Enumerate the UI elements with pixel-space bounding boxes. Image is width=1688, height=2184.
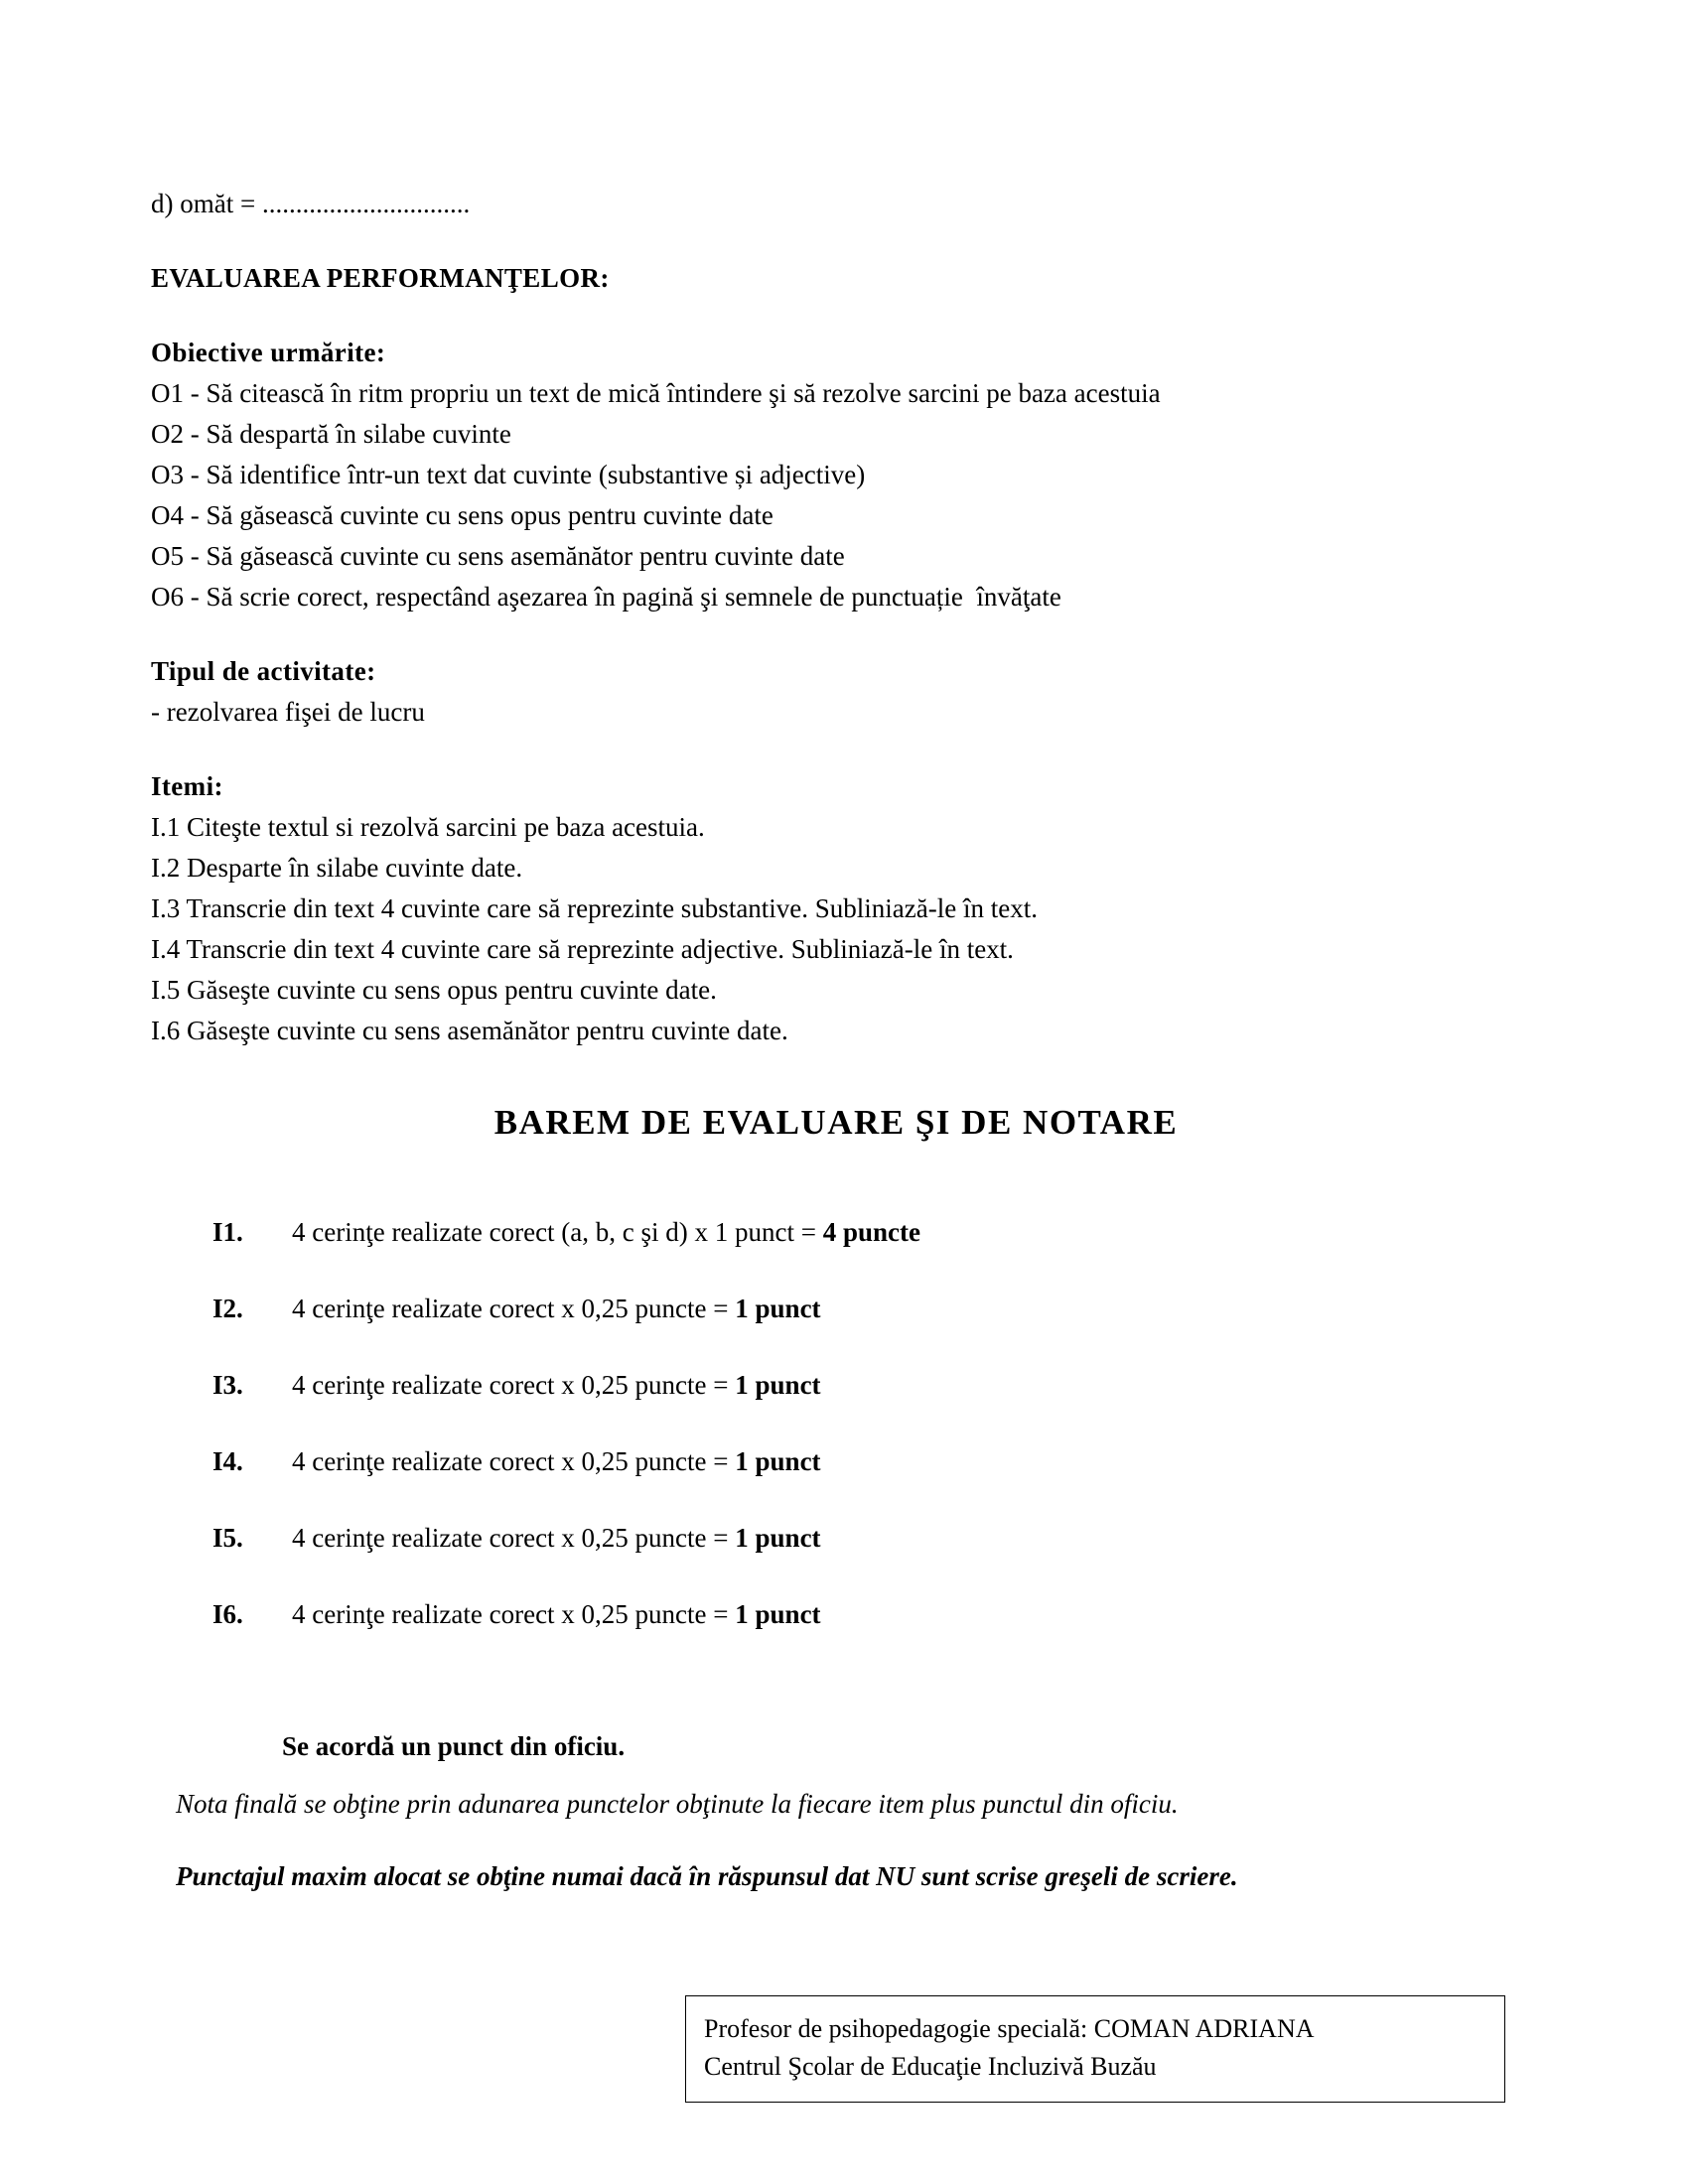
barem-row-description: 4 cerinţe realizate corect x 0,25 puncte = [292, 1294, 736, 1323]
barem-row [212, 1367, 1541, 1403]
barem-row [212, 1214, 1541, 1250]
item-line: I.1 Citeşte textul si rezolvă sarcini pe baza acestuia. [151, 812, 705, 842]
barem-row-text [292, 1291, 1541, 1326]
barem-row-label: I2. [212, 1294, 243, 1323]
barem-row [212, 1291, 1541, 1326]
barem-list [212, 1214, 1541, 1632]
barem-row-label: I3. [212, 1370, 243, 1400]
barem-row-label: I6. [212, 1599, 243, 1629]
barem-row-points: 1 punct [735, 1523, 821, 1553]
document-content [151, 184, 1541, 1892]
item-line: I.3 Transcrie din text 4 cuvinte care să reprezinte substantive. Subliniază-le în text. [151, 893, 1038, 923]
barem-row-text [292, 1520, 1541, 1556]
top-line: d) omăt = ............................... [151, 189, 471, 218]
objective-item: O2 - Să despartă în silabe cuvinte [151, 419, 511, 449]
items-heading: Itemi: [151, 771, 223, 801]
footer-signature-box [685, 1995, 1505, 2103]
objectives-heading: Obiective urmărite: [151, 338, 386, 367]
barem-row-points: 1 punct [735, 1446, 821, 1476]
barem-row-label: I1. [212, 1217, 243, 1247]
objective-item: O1 - Să citească în ritm propriu un text de mică întindere şi să rezolve sarcini pe baza acestuia [151, 378, 1161, 408]
objective-item: O5 - Să găsească cuvinte cu sens asemănător pentru cuvinte date [151, 541, 845, 571]
barem-row-description: 4 cerinţe realizate corect x 0,25 puncte = [292, 1523, 736, 1553]
barem-row [212, 1520, 1541, 1556]
evaluation-heading: EVALUAREA PERFORMANŢELOR: [151, 263, 610, 293]
item-line: I.4 Transcrie din text 4 cuvinte care să reprezinte adjective. Subliniază-le în text. [151, 934, 1014, 964]
item-line: I.2 Desparte în silabe cuvinte date. [151, 853, 523, 883]
barem-row-label: I4. [212, 1446, 243, 1476]
barem-row-text [292, 1596, 1541, 1632]
activity-item: - rezolvarea fişei de lucru [151, 697, 425, 727]
footer-teacher-line: Profesor de psihopedagogie specială: COMAN ADRIANA [704, 2014, 1315, 2043]
barem-row-points: 4 puncte [822, 1217, 920, 1247]
spacer [151, 299, 1541, 333]
spacer [151, 224, 1541, 258]
barem-row-label: I5. [212, 1523, 243, 1553]
barem-row [212, 1596, 1541, 1632]
item-line: I.6 Găseşte cuvinte cu sens asemănător pentru cuvinte date. [151, 1016, 788, 1045]
objective-item: O4 - Să găsească cuvinte cu sens opus pentru cuvinte date [151, 500, 774, 530]
item-line: I.5 Găseşte cuvinte cu sens opus pentru cuvinte date. [151, 975, 717, 1005]
footer-school-line: Centrul Şcolar de Educaţie Incluzivă Buzău [704, 2052, 1157, 2081]
max-score-note: Punctajul maxim alocat se obţine numai dacă în răspunsul dat NU sunt scrise greşeli de scriere. [176, 1861, 1238, 1891]
barem-row-description: 4 cerinţe realizate corect x 0,25 puncte = [292, 1446, 736, 1476]
final-grade-note: Nota finală se obţine prin adunarea punctelor obţinute la fiecare item plus punctul din oficiu. [176, 1789, 1179, 1819]
barem-row-description: 4 cerinţe realizate corect x 0,25 puncte = [292, 1370, 736, 1400]
barem-row-text [292, 1367, 1541, 1403]
barem-row-text [292, 1443, 1541, 1479]
barem-title: BAREM DE EVALUARE ŞI DE NOTARE [493, 1103, 1179, 1142]
spacer [151, 733, 1541, 766]
barem-row [212, 1443, 1541, 1479]
barem-row-description: 4 cerinţe realizate corect (a, b, c şi d) x 1 punct = [292, 1217, 823, 1247]
barem-row-points: 1 punct [735, 1370, 821, 1400]
objective-item: O6 - Să scrie corect, respectând aşezarea în pagină şi semnele de punctuație învăţate [151, 582, 1061, 612]
barem-row-text [292, 1214, 1541, 1250]
spacer [151, 617, 1541, 651]
activity-heading: Tipul de activitate: [151, 656, 376, 686]
barem-row-points: 1 punct [735, 1599, 821, 1629]
oficiu-note: Se acordă un punct din oficiu. [282, 1731, 626, 1761]
objective-item: O3 - Să identifice într-un text dat cuvinte (substantive și adjective) [151, 460, 866, 489]
barem-row-points: 1 punct [735, 1294, 821, 1323]
barem-row-description: 4 cerinţe realizate corect x 0,25 puncte = [292, 1599, 736, 1629]
